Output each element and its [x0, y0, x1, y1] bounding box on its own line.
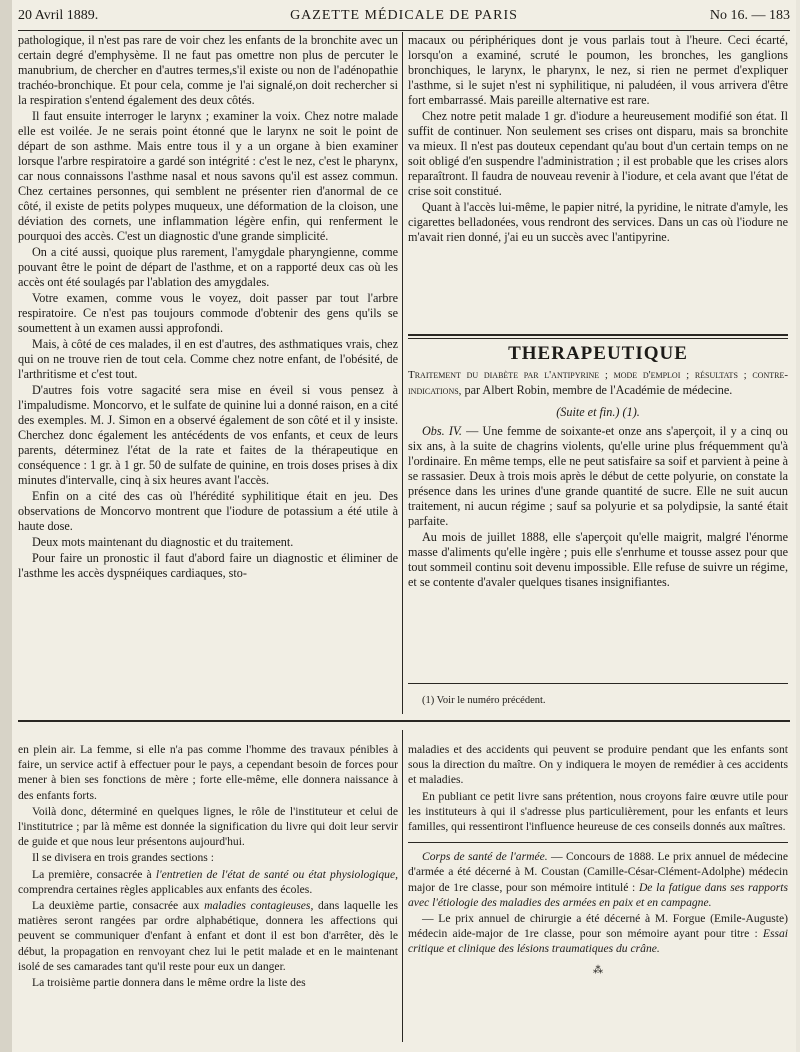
- right-column: [408, 33, 788, 323]
- paragraph: macaux ou périphériques dont je vous parlais tout à l'heure. Ceci écarté, lorsqu'on a examiné, scruté le poumon, les bronches, les ganglions bronchiques, le larynx, le pharynx, le nez, si rien ne permet d'expliquer l'asthme, si le sujet n'est ni syphilitique, ni paludéen, il vous arrivera d'être fort embarrassé. Mais pareille alternative est rare.: [408, 33, 788, 107]
- bottom-left-column: [18, 742, 398, 1042]
- bottom-right-column: [408, 742, 788, 1042]
- paragraph: Mais, à côté de ces malades, il en est d'autres, des asthmatiques vrais, chez qui on ne trouve rien de tout cela. Comme chez notre enfant, de l'obésité, de l'arthritisme et c'est tout.: [18, 337, 398, 381]
- paragraph: Il se divisera en trois grandes sections :: [32, 851, 214, 865]
- paragraph: Voilà donc, déterminé en quelques lignes, le rôle de l'instituteur et celui de l'institutrice ; par là même est donnée la signification du livre qui doit leur servir de guide et que nous leur présentons aujourd'hui.: [18, 804, 398, 849]
- paragraph: pathologique, il n'est pas rare de voir chez les enfants de la bronchite avec un certain degré d'emphysème. Il ne faut pas omettre non plus de percuter le manubrium, de chercher en d'autres termes,s'il existe ou non de l'adénopathie trachéo-bronchique. Et pour cela, comme je l'ai signalé,on doit rechercher si la respiration s'entend également des deux côtés.: [18, 33, 398, 107]
- paragraph: Pour faire un pronostic il faut d'abord faire un diagnostic et éliminer de l'asthme les accès dyspnéiques cardiaques, sto-: [18, 551, 398, 580]
- paragraph: — Le prix annuel de chirurgie a été décerné à M. Forgue (Emile-Auguste) médecin aide-major de 1re classe, pour son mémoire ayant pour titre : Essai critique et clinique des lésions traumatiques du crâne.: [408, 912, 788, 956]
- paragraph: D'autres fois votre sagacité sera mise en éveil si vous pensez à l'impaludisme. Moncorvo, et le sulfate de quinine lui a donné raison, en a cité des exemples. M. J. Simon en a observé également de son côté et il y insiste. Cherchez donc également les antécédents de vos enfants, et ceux de leurs parents, déterminez l'état de la rate et faites de la thérapeutique en conséquence : 1 gr. à 1 gr. 50 de sulfate de quinine, en trois doses prises à dix minutes d'intervalle, cinq à six heures avant l'accès.: [18, 383, 398, 487]
- section-rule-thick: [408, 334, 788, 336]
- news-rule: [408, 842, 788, 843]
- therapeutique-section: [408, 342, 788, 672]
- journal-title: GAZETTE MÉDICALE DE PARIS: [290, 8, 518, 23]
- continuation-note: (Suite et fin.) (1).: [556, 405, 640, 419]
- left-column: [18, 33, 398, 713]
- section-title: THERAPEUTIQUE: [508, 343, 688, 364]
- header-rule: [18, 30, 790, 31]
- paragraph: Deux mots maintenant du diagnostic et du traitement.: [32, 535, 294, 549]
- newspaper-page: [12, 0, 796, 1052]
- footnote: (1) Voir le numéro précédent.: [422, 695, 546, 706]
- paragraph: Quant à l'accès lui-même, le papier nitré, la pyridine, le nitrate d'amyle, les cigarettes belladonées, vous rendront des services. Dans un cas où l'iodure ne m'avait rien donné, j'ai eu un succès avec l'antipyrine.: [408, 200, 788, 244]
- paragraph: Votre examen, comme vous le voyez, doit passer par tout l'arbre respiratoire. Ce n'est pas toujours commode d'obtenir des gens qu'ils se soumettent à un examen aussi approfondi.: [18, 291, 398, 335]
- running-header: [18, 8, 790, 28]
- paragraph: Obs. IV. — Une femme de soixante-et onze ans s'aperçoit, il y a cinq ou six ans, à la suite de chagrins violents, qu'elle urine plus fréquemment qu'à l'ordinaire. En même temps, elle ne peut satisfaire sa soif et parvient à peine à se rassasier. Deux à trois mois après le début de cette polyurie, on constate la présence dans les urines d'une grande quantité de sucre. Elle ne suit aucun traitement, ni aucun régime ; sauf sa polyurie et sa polydipsie, la santé était parfaite.: [408, 424, 788, 528]
- paragraph: Corps de santé de l'armée. — Concours de 1888. Le prix annuel de médecine d'armée a été décerné à M. Coustan (Camille-César-Clément-Adolphe) médecin major de 1re classe, pour son mémoire intitulé : De la fatigue dans ses rapports avec l'étiologie des maladies des armées en paix et en campagne.: [408, 850, 788, 909]
- paragraph: maladies et des accidents qui peuvent se produire pendant que les enfants sont sous la direction du maître. On y indiquera le moyen de remédier à ces accidents et maladies.: [408, 743, 788, 787]
- page-section-rule: [18, 720, 790, 722]
- paragraph: La première, consacrée à l'entretien de l'état de santé ou état physiologique, comprendra certaines règles applicables aux enfants des écoles.: [18, 867, 398, 896]
- paragraph: La troisième partie donnera dans le même ordre la liste des: [32, 976, 306, 990]
- article-author: par Albert Robin, membre de l'Académie de médecine.: [461, 383, 733, 397]
- article-heading-smallcaps: Traitement du diabète par l'antipyrine ; mode d'emploi ; résultats ; contre-indications,: [408, 369, 788, 397]
- paragraph: Au mois de juillet 1888, elle s'aperçoit qu'elle maigrit, malgré l'énorme masse d'aliments qu'elle ingère ; puis elle s'enrhume et tousse assez pour que tout sommeil continu soit devenu impossible. Elle refuse de suivre un régime, et se contente d'avaler quelques tisanes insignifiantes.: [408, 530, 788, 589]
- paragraph: Il faut ensuite interroger le larynx ; examiner la voix. Chez notre malade elle est voilée. Je ne serais point étonné que le larynx ne soit le point de départ de son asthme. Mais entre tous il y a un organe à bien examiner lorsque l'arbre respiratoire a gardé son intégrité : c'est le nez, c'est le pharynx, car nous connaissons l'asthme nasal et nous savons qu'il est assez commun. Chez certaines personnes, qui semblent ne présenter rien d'anormal de ce côté, il existe de petits polypes muqueux, une déformation de la cloison, une déviation des cornets, une inflammation légère enfin, qui renferment le pourquoi des accès. C'est un diagnostic d'une grande simplicité.: [18, 109, 398, 243]
- column-divider-bottom: [402, 730, 403, 1042]
- binding-gutter: [0, 0, 12, 1052]
- observation-label: Obs. IV.: [422, 424, 462, 438]
- issue-date: 20 Avril 1889.: [18, 8, 99, 23]
- issue-number: No 16. — 183: [709, 8, 790, 23]
- article-heading: [408, 367, 788, 399]
- paragraph: La deuxième partie, consacrée aux maladies contagieuses, dans laquelle les matières seront rangées par ordre alphabétique, donnera les affections qui peuvent se communiquer d'enfant à enfant et dont il est bon d'arrêter, dès le début, la propagation en renvoyant chez lui le petit malade et en le maintenant isolé de ses camarades tant qu'il reste pour eux un danger.: [18, 899, 398, 973]
- paragraph: On a cité aussi, quoique plus rarement, l'amygdale pharyngienne, comme pouvant être le point de départ de l'asthme, et on a rapporté deux cas où les accès ont été soulagés par l'ablation des amygdales.: [18, 245, 398, 289]
- paragraph: En publiant ce petit livre sans prétention, nous croyons faire œuvre utile pour les instituteurs à qui il s'adresse plus particulièrement, pour les enfants et leurs familles, qui ressentiront l'influence heureuse de ces conseils donnés aux maîtres.: [408, 789, 788, 834]
- paragraph: Chez notre petit malade 1 gr. d'iodure a heureusement modifié son état. Il suffit de continuer. Non seulement ses crises ont disparu, mais sa bronchite va mieux. Il n'est pas douteux cependant qu'au bout d'un certain temps on ne soit obligé d'en suspendre l'administration ; il est probable que les crises alors reparaîtront. Il faudra de nouveau revenir à l'iodure, et cela avant que l'état de crise soit constitué.: [408, 109, 788, 198]
- footnote-rule: [408, 683, 788, 684]
- asterism: ⁂: [593, 964, 603, 976]
- paragraph: Enfin on a cité des cas où l'hérédité syphilitique était en jeu. Des observations de Moncorvo montrent que l'iodure de potassium a été utile à haute dose.: [18, 489, 398, 533]
- section-rule-thin: [408, 338, 788, 339]
- news-heading: Corps de santé de l'armée.: [422, 850, 548, 864]
- paragraph: en plein air. La femme, si elle n'a pas comme l'homme des travaux pénibles à faire, un service actif à effectuer pour le pays, a cependant besoin de forces pour mener à bien ses fonctions de mère ; forte elle-même, elle donnera naissance à des enfants forts.: [18, 743, 398, 802]
- column-divider-top: [402, 32, 403, 714]
